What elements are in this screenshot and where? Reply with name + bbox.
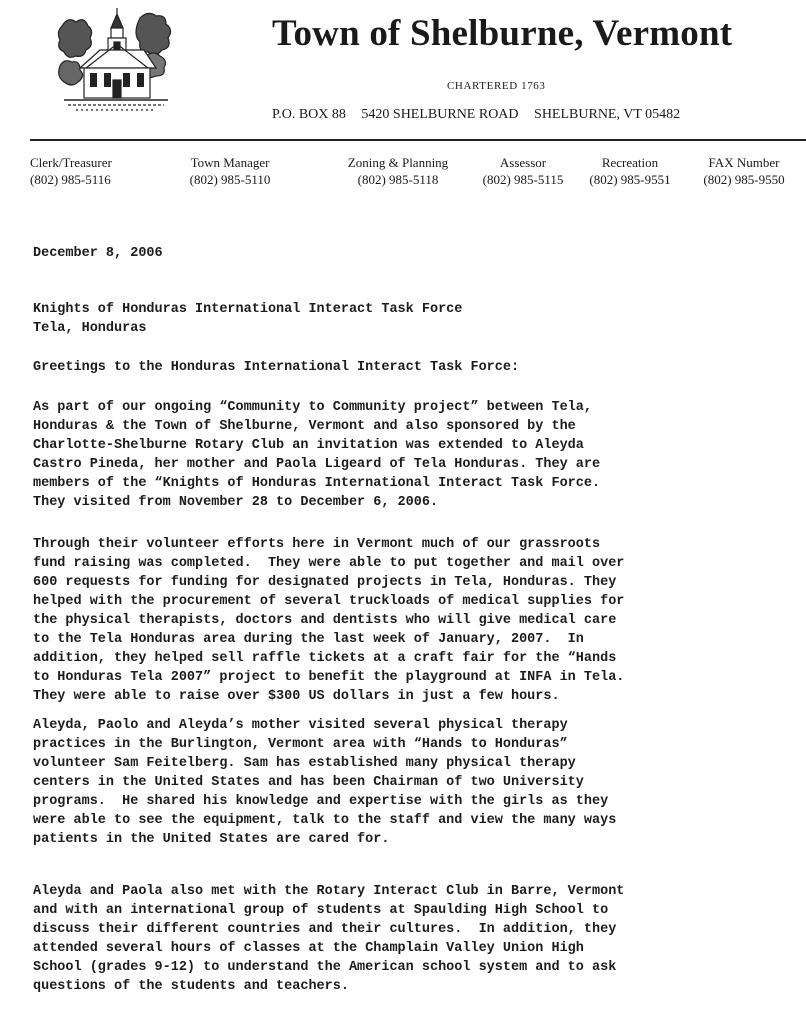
letter-date: December 8, 2006 (33, 246, 163, 261)
recipient-address (33, 300, 462, 338)
contact-recreation (585, 154, 675, 188)
letterhead-divider (30, 139, 806, 141)
church-logo-icon (56, 6, 176, 114)
contact-title: Zoning & Planning (347, 155, 449, 170)
contact-phone: (802) 985-9551 (589, 172, 671, 187)
contact-phone: (802) 985-5115 (482, 172, 564, 187)
paragraph-1: As part of our ongoing “Community to Community project” between Tela, Honduras & the Town of Shelburne, Vermont and also sponsored by the Charlotte-Shelburne Rotary Club an invitation was extended to Aleyda Castro Pineda, her mother and Paola Ligeard of Tela Honduras. They are members of the “Knights of Honduras International Interact Task Force. They visited from November 28 to December 6, 2006. (33, 400, 601, 510)
po-box: P.O. BOX 88 (272, 107, 346, 122)
contact-title: Recreation (601, 155, 659, 170)
contact-title: Town Manager (190, 155, 270, 170)
town-title: Town of Shelburne, Vermont (272, 13, 733, 54)
recipient-line-2: Tela, Honduras (33, 321, 147, 336)
contact-phone: (802) 985-9550 (703, 172, 785, 187)
contact-title: Clerk/Treasurer (30, 155, 112, 170)
contact-phone: (802) 985-5110 (189, 172, 271, 187)
contact-clerk (30, 154, 110, 188)
mailing-address (272, 107, 680, 123)
contact-assessor (478, 154, 568, 188)
contact-title: FAX Number (708, 155, 780, 170)
contact-zoning (335, 154, 461, 188)
chartered-year: CHARTERED 1763 (447, 80, 546, 92)
contact-town-manager (183, 154, 277, 188)
contact-title: Assessor (499, 155, 547, 170)
contact-phone: (802) 985-5116 (30, 172, 111, 187)
paragraph-3: Aleyda, Paolo and Aleyda’s mother visited several physical therapy practices in the Burlington, Vermont area with “Hands to Honduras” volunteer Sam Feitelberg. Sam has established many physical therapy centers in the United States and has been Chairman of two University programs. He shared his knowledge and expertise with the girls as they were able to see the equipment, talk to the staff and view the many ways patients in the United States are cared for. (33, 718, 617, 847)
paragraph-2: Through their volunteer efforts here in Vermont much of our grassroots fund raising was completed. They were able to put together and mail over 600 requests for funding for designated projects in Tela, Honduras. They helped with the procurement of several truckloads of medical supplies for the physical therapists, doctors and dentists who will give medical care to the Tela Honduras area during the last week of January, 2007. In addition, they helped sell raffle tickets at a craft fair for the “Hands to Honduras Tela 2007” project to benefit the playground at INFA in Tela. They were able to raise over $300 US dollars in just a few hours. (33, 537, 625, 704)
salutation: Greetings to the Honduras International Interact Task Force: (33, 360, 520, 375)
paragraph-4: Aleyda and Paola also met with the Rotary Interact Club in Barre, Vermont and with an international group of students at Spaulding High School to discuss their different countries and their cultures. In addition, they attended several hours of classes at the Champlain Valley Union High School (grades 9-12) to understand the American school system and to ask questions of the students and teachers. (33, 884, 625, 994)
contact-phone: (802) 985-5118 (357, 172, 439, 187)
street-address: 5420 SHELBURNE ROAD (361, 107, 519, 122)
contact-fax (698, 154, 790, 188)
city-state-zip: SHELBURNE, VT 05482 (534, 107, 681, 122)
recipient-line-1: Knights of Honduras International Interact Task Force (33, 302, 463, 317)
